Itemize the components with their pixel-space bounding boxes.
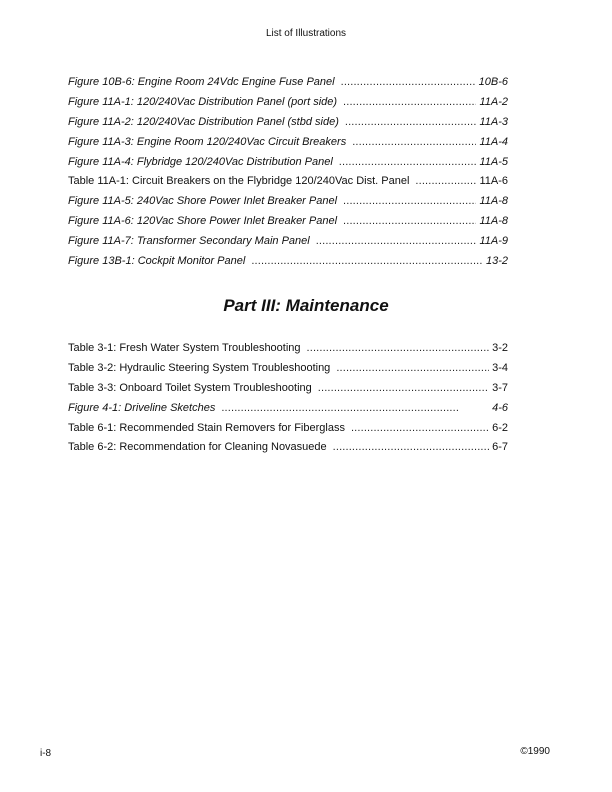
entry-page: 11A-9 [479, 235, 508, 248]
copyright-notice: ©1990 [520, 746, 550, 757]
dot-leader [345, 116, 477, 128]
entry-label: Figure 11A-6: 120Vac Shore Power Inlet Breaker Panel [68, 215, 338, 228]
entry-page: 11A-3 [479, 115, 508, 128]
entry-label: Figure 13B-1: Cockpit Monitor Panel [68, 255, 246, 268]
entry-label: Figure 11A-4: Flybridge 120/240Vac Distribution Panel [68, 155, 333, 168]
entry-page: 3-2 [492, 342, 508, 354]
dot-leader [351, 422, 489, 434]
dot-leader [333, 441, 489, 453]
dot-leader [316, 235, 477, 247]
dot-leader [343, 215, 476, 227]
list-item [68, 76, 508, 96]
list-item [68, 422, 508, 442]
entry-page: 3-4 [492, 361, 508, 374]
page-header: List of Illustrations [265, 28, 347, 39]
entry-label: Figure 11A-7: Transformer Secondary Main Panel [68, 235, 310, 248]
list-item [68, 402, 508, 422]
entry-label: Table 11A-1: Circuit Breakers on the Flybridge 120/240Vac Dist. Panel [68, 175, 410, 188]
list-item [68, 175, 508, 195]
list-item [68, 116, 508, 136]
entry-page: 11A-6 [479, 175, 508, 188]
list-item [68, 382, 508, 402]
list-item [68, 362, 508, 382]
dot-leader [343, 96, 476, 108]
list-item [68, 255, 508, 275]
entry-label: Table 6-2: Recommendation for Cleaning Novasuede [68, 441, 327, 454]
dot-leader [341, 76, 476, 88]
list-item [68, 195, 508, 215]
entry-page: 3-7 [492, 381, 508, 394]
maintenance-list [68, 342, 508, 461]
page-number: i-8 [40, 748, 52, 759]
entry-label: Table 3-3: Onboard Toilet System Troubleshooting [68, 381, 312, 394]
entry-label: Table 3-1: Fresh Water System Troubleshooting [68, 342, 301, 354]
list-item [68, 215, 508, 235]
entry-label: Figure 11A-1: 120/240Vac Distribution Panel (port side) [68, 95, 338, 108]
entry-page: 11A-4 [479, 135, 508, 148]
list-item [68, 235, 508, 255]
dot-leader [352, 136, 476, 148]
entry-label: Figure 10B-6: Engine Room 24Vdc Engine Fuse Panel [68, 76, 335, 88]
dot-leader [336, 362, 489, 374]
dot-leader [339, 156, 477, 168]
entry-page: 11A-2 [479, 95, 508, 108]
illustrations-list [68, 76, 508, 275]
list-item [68, 156, 508, 176]
dot-leader [307, 342, 490, 354]
entry-label: Table 3-2: Hydraulic Steering System Troubleshooting [68, 361, 331, 374]
entry-label: Table 6-1: Recommended Stain Removers for Fiberglass [68, 421, 345, 434]
dot-leader [221, 402, 489, 414]
entry-page: 11A-8 [479, 195, 508, 208]
dot-leader [343, 195, 476, 207]
list-item [68, 96, 508, 116]
entry-label: Figure 11A-3: Engine Room 120/240Vac Circuit Breakers [68, 135, 347, 148]
dot-leader [318, 382, 489, 394]
entry-label: Figure 11A-5: 240Vac Shore Power Inlet Breaker Panel [68, 195, 338, 208]
list-item [68, 342, 508, 362]
entry-page: 13-2 [485, 255, 508, 268]
section-title: Part III: Maintenance [223, 296, 389, 315]
entry-page: 11A-5 [479, 155, 508, 168]
list-item [68, 441, 508, 461]
entry-label: Figure 11A-2: 120/240Vac Distribution Panel (stbd side) [68, 115, 339, 128]
entry-page: 10B-6 [478, 76, 508, 88]
dot-leader [415, 175, 476, 187]
entry-label: Figure 4-1: Driveline Sketches [68, 401, 216, 414]
list-item [68, 136, 508, 156]
entry-page: 4-6 [492, 401, 508, 414]
entry-page: 6-7 [492, 441, 508, 454]
entry-page: 6-2 [492, 421, 508, 434]
dot-leader [251, 255, 483, 267]
entry-page: 11A-8 [479, 215, 508, 228]
